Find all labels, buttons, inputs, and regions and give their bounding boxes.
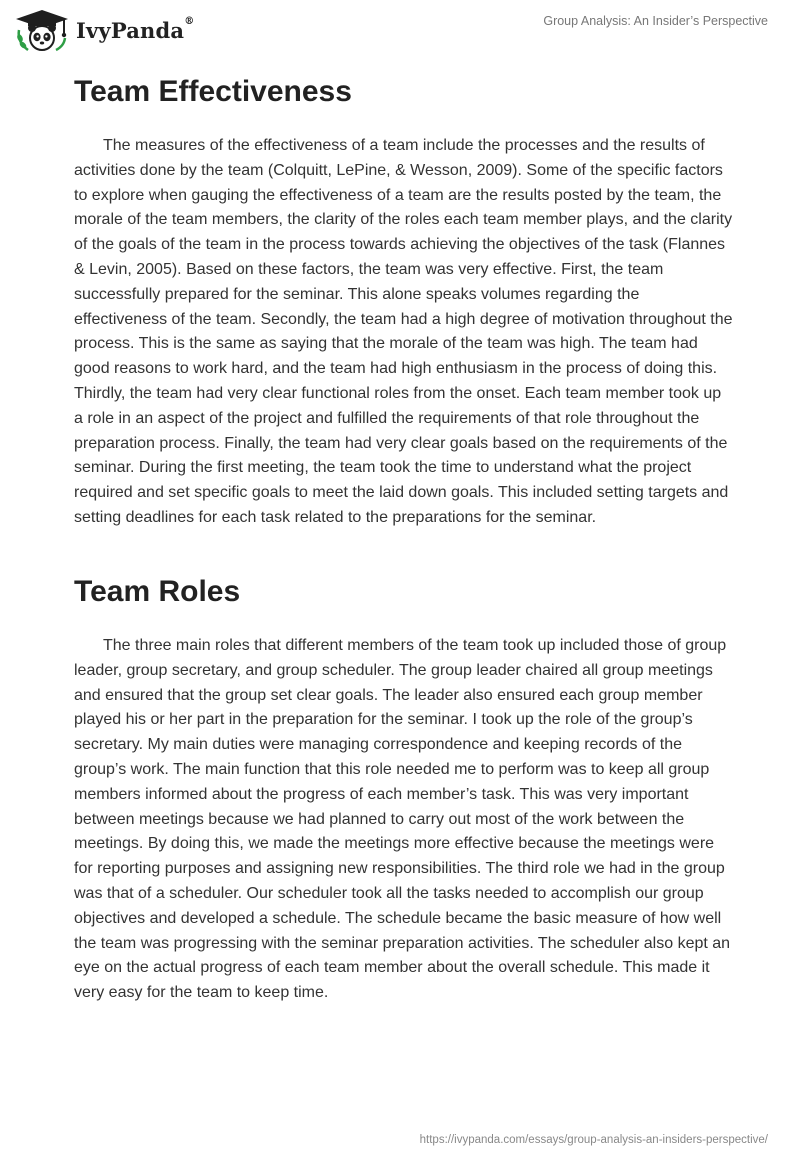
panda-graduate-icon: [14, 8, 70, 52]
section-heading-team-roles: Team Roles: [74, 575, 241, 608]
section-heading-team-effectiveness: Team Effectiveness: [74, 75, 352, 108]
brand-name: IvyPanda®: [76, 15, 195, 43]
document-title: Group Analysis: An Insider’s Perspective: [543, 14, 768, 28]
paragraph-team-effectiveness: The measures of the effectiveness of a team include the processes and the results of activities done by the team (Colquitt, LePine, & Wesson, 2009). Some of the specific factors to explore when gauging the effectiveness of a team are the results posted by the team, the morale of the team members, the clarity of the roles each team member plays, and the clarity of the goals of the team in the process towards achieving the objectives of the task (Flannes & Levin, 2005). Based on these factors, the team was very effective. First, the team successfully prepared for the seminar. This alone speaks volumes regarding the effectiveness of the team. Secondly, the team had a high degree of motivation throughout the process. This is the same as saying that the morale of the team was high. The team had good reasons to work hard, and the team had high enthusiasm in the process of doing this. Thirdly, the team had very clear functional roles from the onset. Each team member took up a role in an aspect of the project and fulfilled the requirements of that role throughout the preparation process. Finally, the team had very clear goals based on the requirements of the seminar. During the first meeting, the team took the time to understand what the project required and set specific goals to meet the laid down goals. This included setting targets and setting deadlines for each task related to the preparations for the seminar.: [74, 137, 733, 526]
brand-logo[interactable]: [14, 8, 194, 52]
source-url[interactable]: https://ivypanda.com/essays/group-analysis-an-insiders-perspective/: [419, 1134, 768, 1146]
paragraph-team-roles: The three main roles that different members of the team took up included those of group leader, group secretary, and group scheduler. The group leader chaired all group meetings and ensured that the group set clear goals. The leader also ensured each group member played his or her part in the preparation for the seminar. I took up the role of the group’s secretary. My main duties were managing correspondence and keeping records of the group’s work. The main function that this role needed me to perform was to keep all group members informed about the progress of each member’s task. This was very important between meetings because we had planned to carry out most of the work between the meetings. By doing this, we made the meetings more effective because the meetings were for reporting purposes and assigning new responsibilities. The third role we had in the group was that of a scheduler. Our scheduler took all the tasks needed to accomplish our group objectives and developed a schedule. The schedule became the basic measure of how well the team was progressing with the seminar preparation activities. The scheduler also kept an eye on the actual progress of each team member about the overall schedule. This made it very easy for the team to keep time.: [74, 637, 731, 1002]
page-header: [0, 0, 800, 60]
